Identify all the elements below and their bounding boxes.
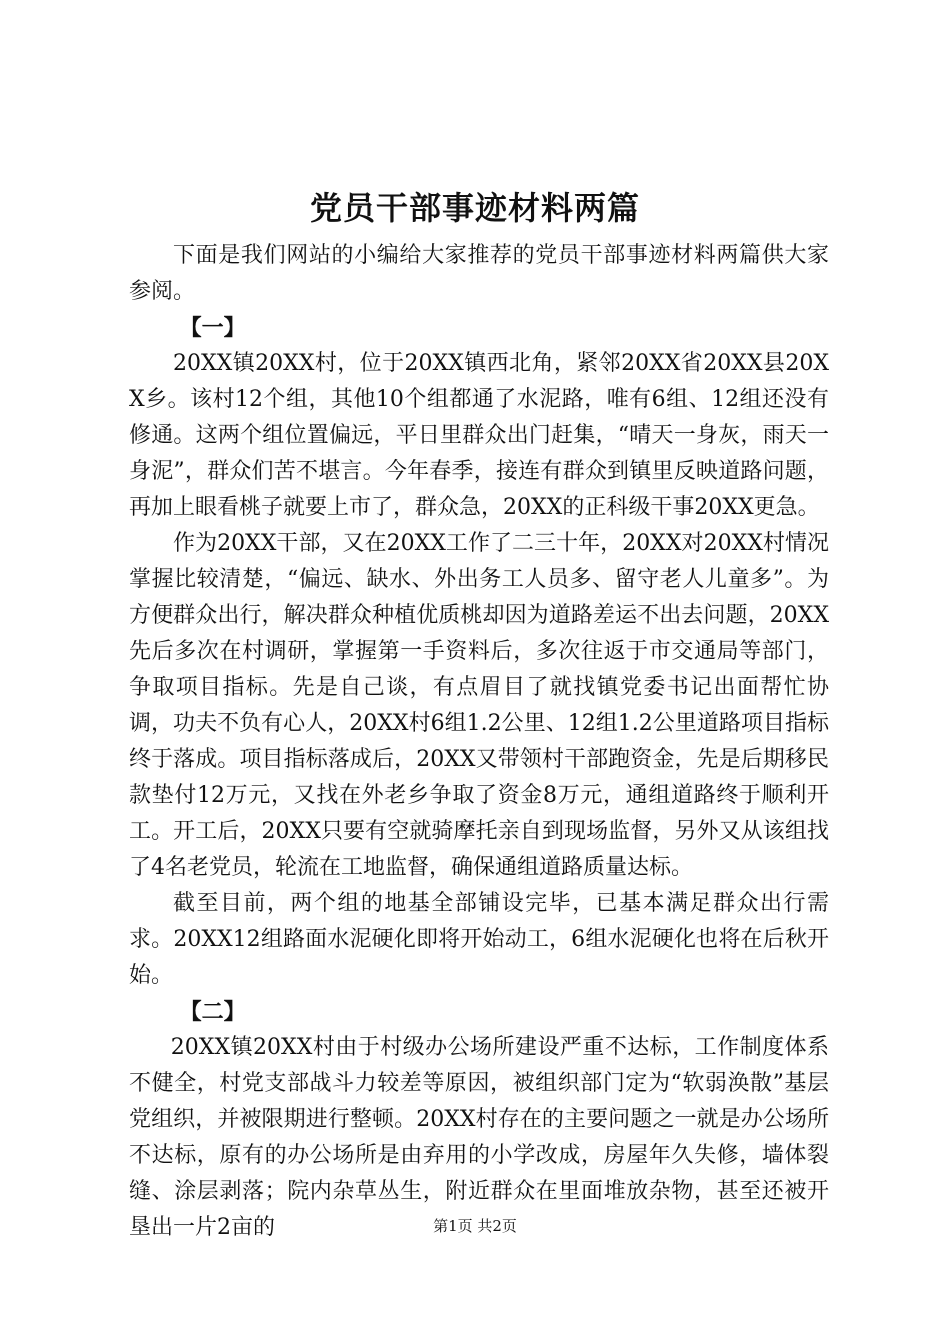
intro-paragraph: 下面是我们网站的小编给大家推荐的党员干部事迹材料两篇供大家参阅。 — [129, 243, 829, 304]
paragraph-3: 截至目前，两个组的地基全部铺设完毕，已基本满足群众出行需求。20XX12组路面水泥硬化即将开始动工，6组水泥硬化也将在后秋开始。 — [129, 891, 829, 988]
document-body — [129, 238, 829, 1246]
paragraph-2: 作为20XX干部，又在20XX工作了二三十年，20XX对20XX村情况掌握比较清楚，“偏远、缺水、外出务工人员多、留守老人儿童多”。为方便群众出行，解决群众种植优质桃却因为道路差运不出去问题，20XX先后多次在村调研，掌握第一手资料后，多次往返于市交通局等部门，争取项目指标。先是自己谈，有点眉目了就找镇党委书记出面帮忙协调，功夫不负有心人，20XX村6组1.2公里、12组1.2公里道路项目指标终于落成。项目指标落成后，20XX又带领村干部跑资金，先是后期移民款垫付12万元，又找在外老乡争取了资金8万元，通组道路终于顺利开工。开工后，20XX只要有空就骑摩托亲自到现场监督，另外又从该组找了4名老党员，轮流在工地监督，确保通组道路质量达标。 — [129, 531, 829, 880]
section-label-one: 【一】 — [179, 315, 246, 341]
paragraph-4: 20XX镇20XX村由于村级办公场所建设严重不达标，工作制度体系不健全，村党支部战斗力较差等原因，被组织部门定为“软弱涣散”基层党组织，并被限期进行整顿。20XX村存在的主要问题之一就是办公场所不达标，原有的办公场所是由弃用的小学改成，房屋年久失修，墙体裂缝、涂层剥落；院内杂草丛生，附近群众在里面堆放杂物，甚至还被开垦出一片2亩的 — [129, 1035, 829, 1240]
page-footer: 第1页 共2页 — [433, 1217, 517, 1235]
document-title: 党员干部事迹材料两篇 — [309, 189, 640, 227]
section-label-two: 【二】 — [179, 999, 246, 1025]
paragraph-1: 20XX镇20XX村，位于20XX镇西北角，紧邻20XX省20XX县20XX乡。该村12个组，其他10个组都通了水泥路，唯有6组、12组还没有修通。这两个组位置偏远，平日里群众出门赶集，“晴天一身灰，雨天一身泥”，群众们苦不堪言。今年春季，接连有群众到镇里反映道路问题，再加上眼看桃子就要上市了，群众急，20XX的正科级干事20XX更急。 — [129, 351, 829, 520]
